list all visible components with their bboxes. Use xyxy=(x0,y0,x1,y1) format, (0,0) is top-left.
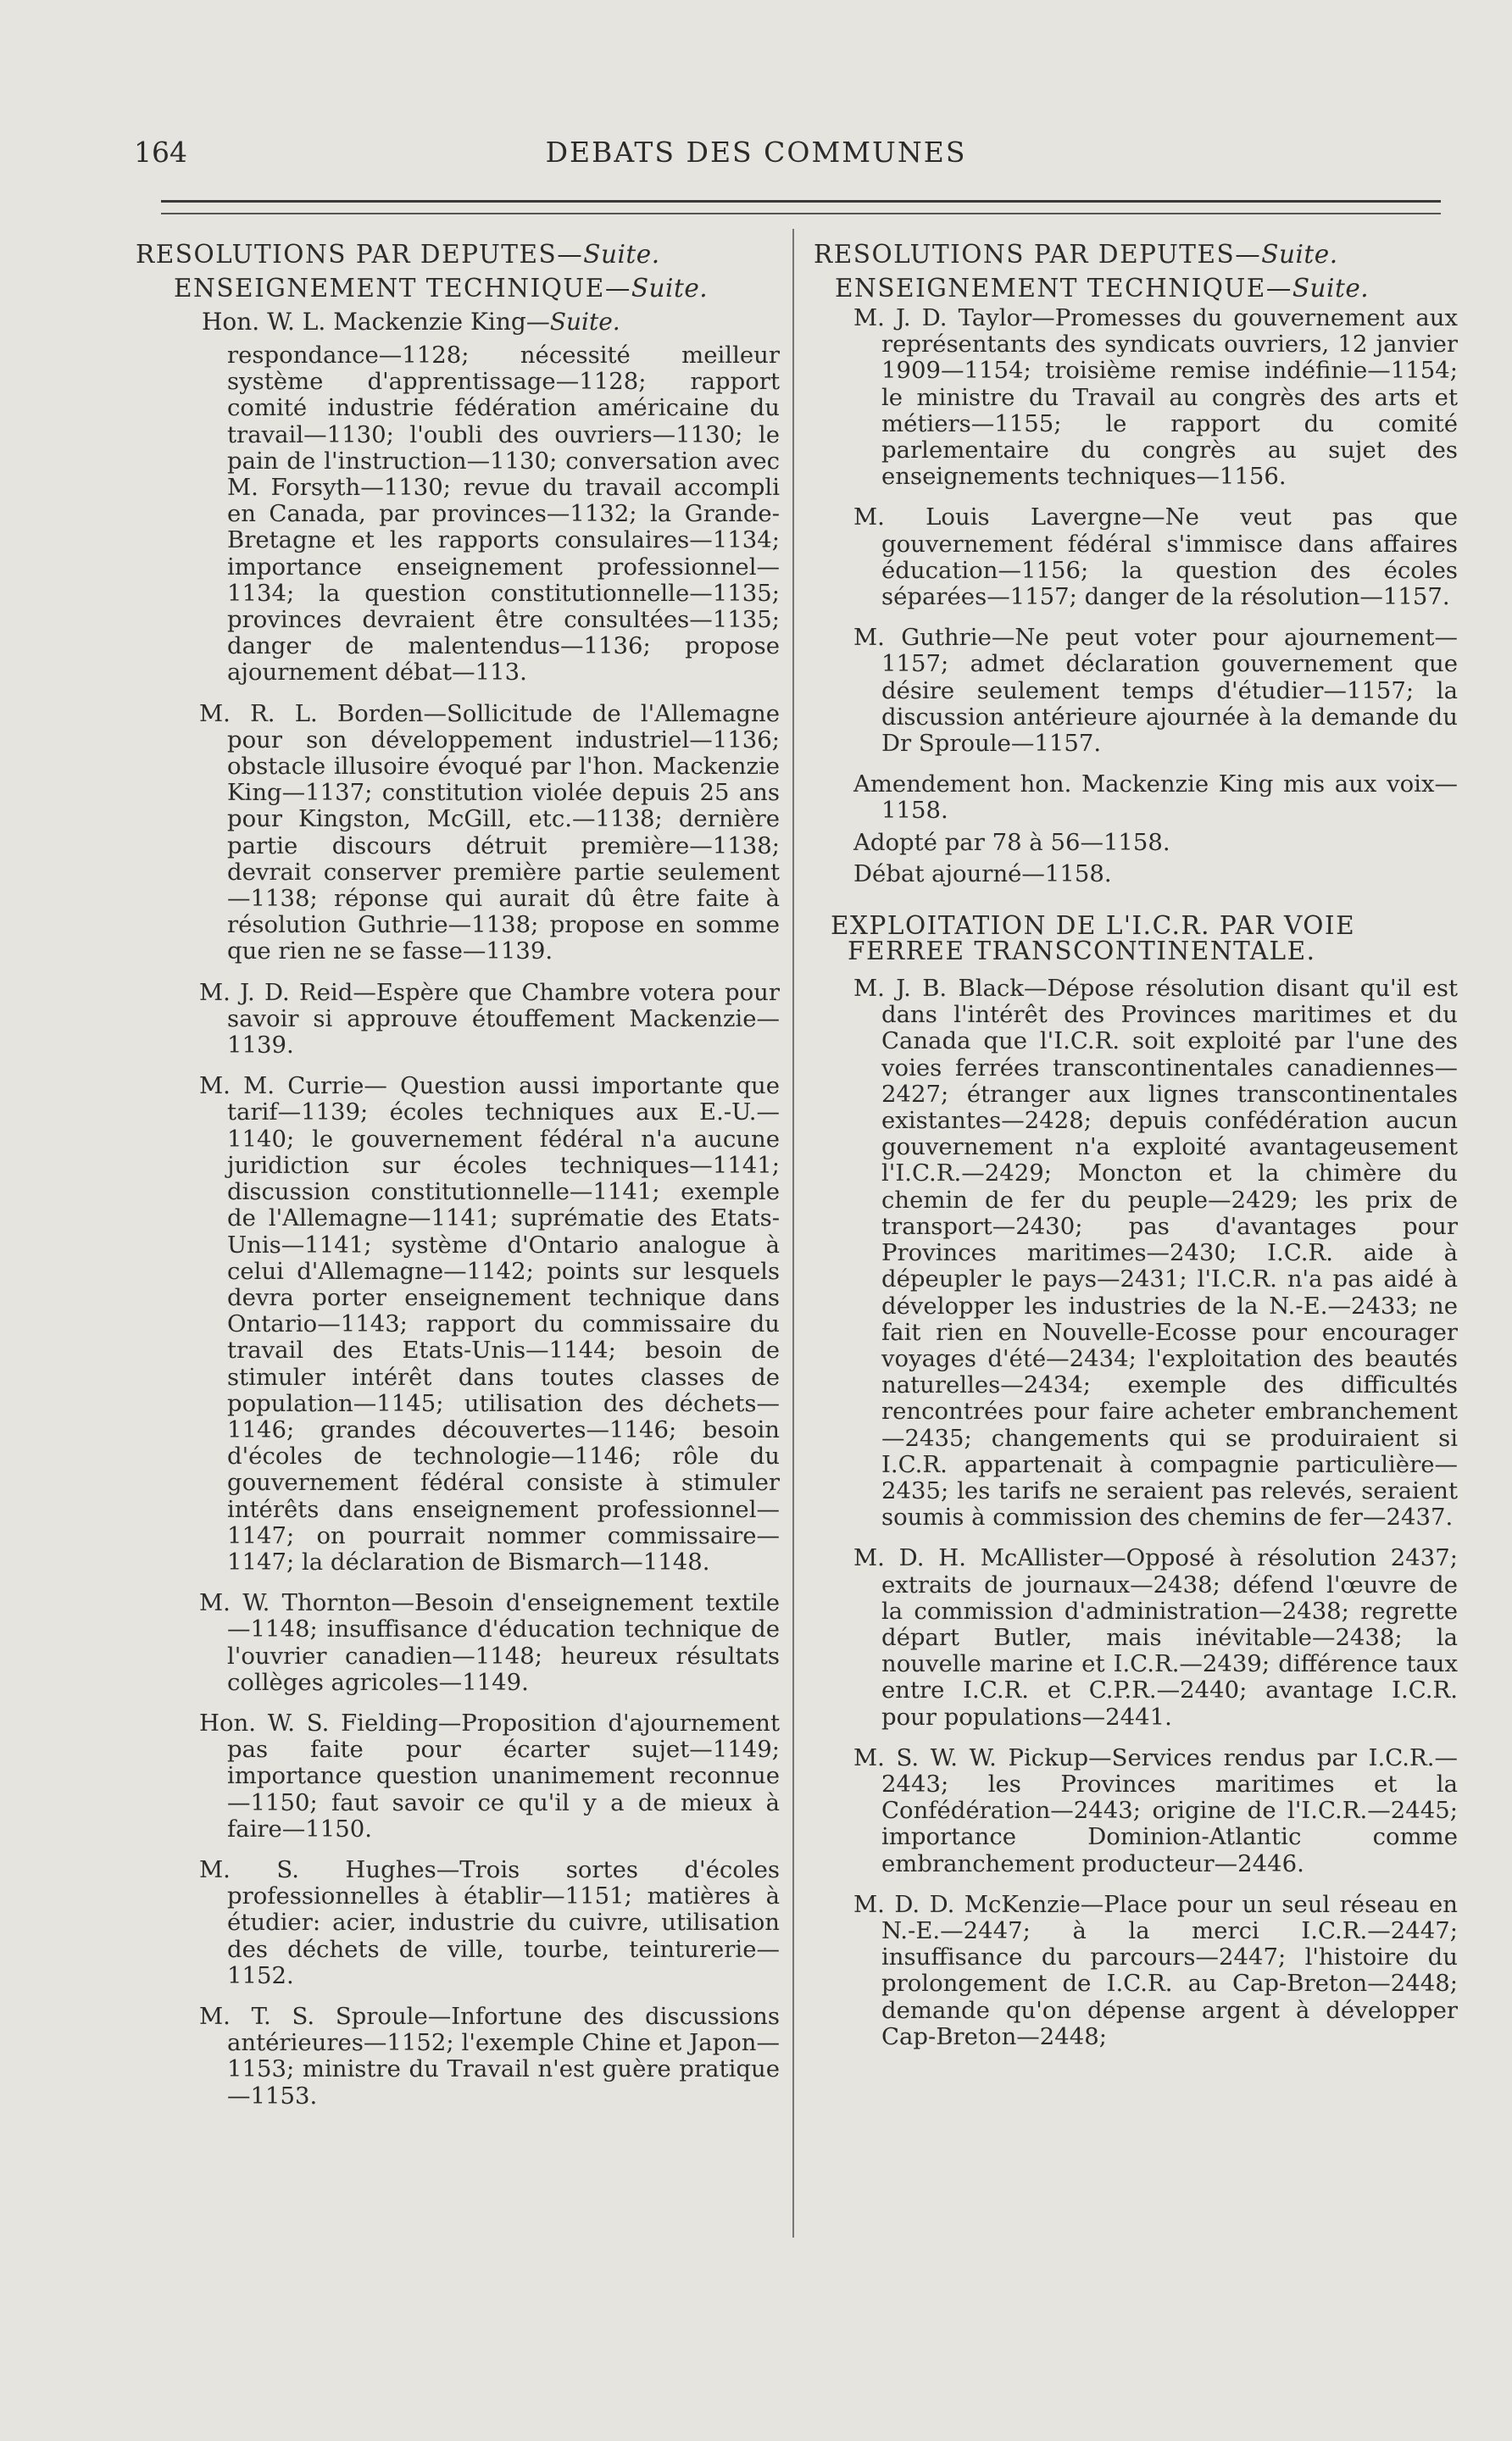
entry: Amendement hon. Mackenzie King mis aux voix—1158. xyxy=(853,770,1458,825)
entry: M. D. D. McKenzie—Place pour un seul réseau en N.-E.—2447; à la merci I.C.R.—2447; insuffisance du parcours—2447; l'histoire du prolongement de I.C.R. au Cap-Breton—2448; demande qu'on dépense argent à développer Cap-Breton—2448; xyxy=(853,1890,1458,2050)
left-column xyxy=(136,237,780,2124)
header-rule-top xyxy=(161,200,1441,203)
entry: M. Guthrie—Ne peut voter pour ajournement—1157; admet déclaration gouvernement que désire seulement temps d'étudier—1157; la discussion antérieure ajournée à la demande du Dr Sproule—1157. xyxy=(853,624,1458,758)
entry: M. Louis Lavergne—Ne veut pas que gouvernement fédéral s'immisce dans affaires éducation—1156; la question des écoles séparées—1157; danger de la résolution—1157. xyxy=(853,503,1458,611)
section-heading: RESOLUTIONS PAR DEPUTES—Suite. xyxy=(814,240,1338,269)
page-number: 164 xyxy=(134,136,187,169)
running-title: DEBATS DES COMMUNES xyxy=(545,136,967,169)
entry: M. J. D. Reid—Espère que Chambre votera pour savoir si approuve étouffement Mackenzie—1139. xyxy=(199,978,780,1059)
subsection-heading: ENSEIGNEMENT TECHNIQUE—Suite. xyxy=(835,274,1370,303)
speaker-heading: Hon. W. L. Mackenzie King—Suite. xyxy=(202,308,620,336)
entry: Débat ajourné—1158. xyxy=(853,859,1112,887)
entry: M. W. Thornton—Besoin d'enseignement textile—1148; insuffisance d'éducation technique de l'ouvrier canadien—1148; heureux résultats collèges agricoles—1149. xyxy=(199,1589,780,1696)
section-heading: RESOLUTIONS PAR DEPUTES—Suite. xyxy=(136,240,660,269)
column-divider xyxy=(792,229,794,2238)
entry: M. D. H. McAllister—Opposé à résolution 2437; extraits de journaux—2438; défend l'œuvre de la commission d'administration—2438; regrette départ Butler, mais inévitable—2438; la nouvelle marine et I.C.R.—2439; différence taux entre I.C.R. et C.P.R.—2440; avantage I.C.R. pour populations—2441. xyxy=(853,1544,1458,1731)
subsection-heading: ENSEIGNEMENT TECHNIQUE—Suite. xyxy=(174,274,709,303)
entry: Adopté par 78 à 56—1158. xyxy=(853,828,1170,856)
entry: M. J. B. Black—Dépose résolution disant qu'il est dans l'intérêt des Provinces maritimes et du Canada que l'I.C.R. soit exploité par l'une des voies ferrées transcontinentales canadiennes—2427; étranger aux lignes transcontinentales existantes—2428; depuis confédération aucun gouvernement n'a exploité avantageusement l'I.C.R.—2429; Moncton et la chimère du chemin de fer du peuple—2429; les prix de transport—2430; pas d'avantages pour Provinces maritimes—2430; I.C.R. aide à dépeupler le pays—2431; l'I.C.R. n'a pas aidé à développer les industries de la N.-E.—2433; ne fait rien en Nouvelle-Ecosse pour encourager voyages d'été—2434; l'exploitation des beautés naturelles—2434; exemple des difficultés rencontrées pour faire acheter embranchement—2435; changements qui se produiraient si I.C.R. appartenait à compagnie particulière—2435; les tarifs ne seraient pas relevés, seraient soumis à commission des chemins de fer—2437. xyxy=(853,975,1458,1532)
right-column xyxy=(814,237,1458,2065)
entry: Hon. W. S. Fielding—Proposition d'ajournement pas faite pour écarter sujet—1149; importance question unanimement reconnue—1150; faut savoir ce qu'il y a de mieux à faire—1150. xyxy=(199,1709,780,1843)
entry: M. S. W. W. Pickup—Services rendus par I.C.R.—2443; les Provinces maritimes et la Confédération—2443; origine de l'I.C.R.—2445; importance Dominion-Atlantic comme embranchement producteur—2446. xyxy=(853,1743,1458,1877)
entry: M. T. S. Sproule—Infortune des discussions antérieures—1152; l'exemple Chine et Japon—1153; ministre du Travail n'est guère pratique—1153. xyxy=(199,2002,780,2110)
entry: M. S. Hughes—Trois sortes d'écoles professionnelles à établir—1151; matières à étudier: acier, industrie du cuivre, utilisation des déchets de ville, tourbe, teinturerie—1152. xyxy=(199,1855,780,1989)
entry: M. M. Currie— Question aussi importante que tarif—1139; écoles techniques aux E.-U.—1140; le gouvernement fédéral n'a aucune juridiction sur écoles techniques—1141; discussion constitutionnelle—1141; exemple de l'Allemagne—1141; suprématie des Etats-Unis—1141; système d'Ontario analogue à celui d'Allemagne—1142; points sur lesquels devra porter enseignement technique dans Ontario—1143; rapport du commissaire du travail des Etats-Unis—1144; besoin de stimuler intérêt dans toutes classes de population—1145; utilisation des déchets—1146; grandes découvertes—1146; besoin d'écoles de technologie—1146; rôle du gouvernement fédéral consiste à stimuler intérêts dans enseignement professionnel—1147; on pourrait nommer commissaire—1147; la déclaration de Bismarch—1148. xyxy=(199,1072,780,1576)
entry: M. R. L. Borden—Sollicitude de l'Allemagne pour son développement industriel—1136; obstacle illusoire évoqué par l'hon. Mackenzie King—1137; constitution violée depuis 25 ans pour Kingston, McGill, etc.—1138; dernière partie discours détruit première—1138; devrait conserver première partie seulement—1138; réponse qui aurait dû être faite à résolution Guthrie—1138; propose en somme que rien ne se fasse—1139. xyxy=(199,699,780,965)
entry: M. J. D. Taylor—Promesses du gouvernement aux représentants des syndicats ouvriers, 12 janvier 1909—1154; troisième remise indéfinie—1154; le ministre du Travail au congrès des arts et métiers—1155; le rapport du comité parlementaire du congrès au sujet des enseignements techniques—1156. xyxy=(853,304,1458,491)
header-rule-bottom xyxy=(161,213,1441,214)
entry-continuation: respondance—1128; nécessité meilleur système d'apprentissage—1128; rapport comité industrie fédération américaine du travail—1130; l'oubli des ouvriers—1130; le pain de l'instruction—1130; conversation avec M. Forsyth—1130; revue du travail accompli en Canada, par provinces—1132; la Grande-Bretagne et les rapports consulaires—1134; importance enseignement professionnel—1134; la question constitutionnelle—1135; provinces devraient être consultées—1135; danger de malentendus—1136; propose ajournement débat—113. xyxy=(227,342,780,687)
section-heading: EXPLOITATION DE L'I.C.R. PAR VOIE FERREE TRANSCONTINENTALE. xyxy=(831,911,1356,966)
